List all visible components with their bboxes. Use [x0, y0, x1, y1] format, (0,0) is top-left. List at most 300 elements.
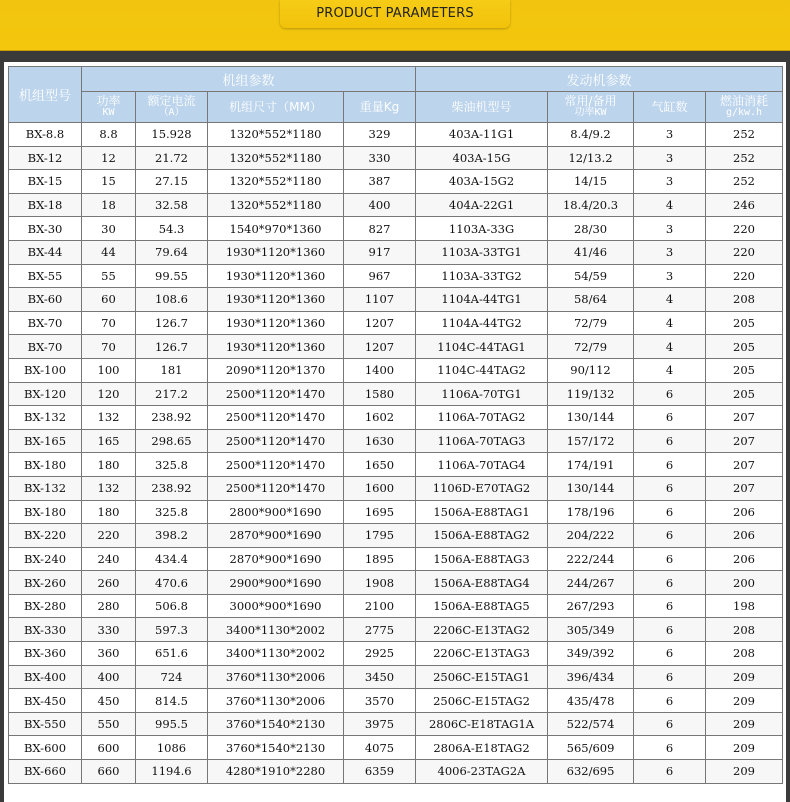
header-prime-standby	[548, 92, 634, 123]
table-cell: 522/574	[548, 712, 634, 736]
table-cell: 2506C-E15TAG2	[416, 689, 548, 713]
table-cell: 54.3	[136, 217, 208, 241]
table-cell: 3	[634, 240, 706, 264]
table-cell: 90/112	[548, 358, 634, 382]
table-cell: 21.72	[136, 146, 208, 170]
table-cell: 55	[82, 264, 136, 288]
table-cell: BX-60	[9, 288, 82, 312]
table-cell: BX-400	[9, 665, 82, 689]
table-cell: 70	[82, 335, 136, 359]
table-cell: 209	[706, 760, 783, 784]
table-cell: 2500*1120*1470	[208, 429, 344, 453]
table-cell: BX-240	[9, 547, 82, 571]
table-cell: 450	[82, 689, 136, 713]
table-cell: 995.5	[136, 712, 208, 736]
table-cell: 3760*1540*2130	[208, 712, 344, 736]
table-cell: 28/30	[548, 217, 634, 241]
table-cell: 207	[706, 429, 783, 453]
table-cell: BX-260	[9, 571, 82, 595]
table-cell: 967	[344, 264, 416, 288]
table-cell: 330	[344, 146, 416, 170]
table-cell: 2206C-E13TAG2	[416, 618, 548, 642]
table-cell: 1106A-70TAG4	[416, 453, 548, 477]
table-cell: 3400*1130*2002	[208, 642, 344, 666]
table-cell: 2100	[344, 594, 416, 618]
table-cell: 3975	[344, 712, 416, 736]
table-cell: 403A-15G	[416, 146, 548, 170]
table-row	[9, 712, 783, 736]
table-cell: 4	[634, 335, 706, 359]
table-cell: 206	[706, 500, 783, 524]
header-prime-standby-unit: 功率KW	[574, 107, 607, 118]
table-cell: 1506A-E88TAG3	[416, 547, 548, 571]
table-row	[9, 170, 783, 194]
header-engine-model	[416, 92, 548, 123]
table-cell: 1104C-44TAG2	[416, 358, 548, 382]
table-cell: 1320*552*1180	[208, 170, 344, 194]
header-model: 机组型号	[9, 67, 82, 123]
table-cell: BX-360	[9, 642, 82, 666]
table-cell: BX-18	[9, 193, 82, 217]
table-cell: 1930*1120*1360	[208, 264, 344, 288]
table-cell: 220	[706, 217, 783, 241]
header-cylinders-label: 气缸数	[651, 100, 688, 114]
table-cell: 220	[706, 264, 783, 288]
table-cell: 12	[82, 146, 136, 170]
table-cell: 6	[634, 571, 706, 595]
table-cell: 208	[706, 642, 783, 666]
table-cell: 220	[82, 524, 136, 548]
table-cell: 99.55	[136, 264, 208, 288]
table-cell: 200	[706, 571, 783, 595]
table-cell: 1106D-E70TAG2	[416, 476, 548, 500]
table-cell: 2806A-E18TAG2	[416, 736, 548, 760]
table-cell: 204/222	[548, 524, 634, 548]
table-cell: 72/79	[548, 311, 634, 335]
table-cell: 244/267	[548, 571, 634, 595]
table-cell: 1106A-70TAG3	[416, 429, 548, 453]
table-cell: 157/172	[548, 429, 634, 453]
table-cell: 6	[634, 406, 706, 430]
header-group-engine: 发动机参数	[416, 67, 783, 92]
table-cell: 206	[706, 547, 783, 571]
table-cell: 660	[82, 760, 136, 784]
header-weight-label: 重量Kg	[359, 100, 400, 114]
table-cell: 651.6	[136, 642, 208, 666]
table-cell: 1086	[136, 736, 208, 760]
table-cell: 2900*900*1690	[208, 571, 344, 595]
table-cell: 108.6	[136, 288, 208, 312]
table-cell: 403A-15G2	[416, 170, 548, 194]
header-weight	[344, 92, 416, 123]
table-cell: 1104C-44TAG1	[416, 335, 548, 359]
table-row	[9, 240, 783, 264]
table-cell: 1194.6	[136, 760, 208, 784]
table-cell: 4075	[344, 736, 416, 760]
table-cell: 600	[82, 736, 136, 760]
header-prime-standby-label: 常用/备用	[564, 94, 617, 108]
table-cell: 4	[634, 193, 706, 217]
table-cell: 827	[344, 217, 416, 241]
table-cell: 130/144	[548, 406, 634, 430]
table-cell: BX-280	[9, 594, 82, 618]
table-cell: 100	[82, 358, 136, 382]
table-cell: BX-600	[9, 736, 82, 760]
table-cell: 1103A-33TG2	[416, 264, 548, 288]
header-group-genset: 机组参数	[82, 67, 416, 92]
table-cell: 1103A-33G	[416, 217, 548, 241]
table-cell: 349/392	[548, 642, 634, 666]
table-cell: 180	[82, 453, 136, 477]
table-cell: 1695	[344, 500, 416, 524]
table-cell: 2925	[344, 642, 416, 666]
table-cell: 400	[82, 665, 136, 689]
table-cell: 360	[82, 642, 136, 666]
table-row	[9, 665, 783, 689]
table-cell: BX-70	[9, 335, 82, 359]
table-cell: 178/196	[548, 500, 634, 524]
table-cell: 198	[706, 594, 783, 618]
table-cell: 30	[82, 217, 136, 241]
table-cell: 2090*1120*1370	[208, 358, 344, 382]
table-cell: 132	[82, 476, 136, 500]
table-cell: 1602	[344, 406, 416, 430]
table-cell: 1600	[344, 476, 416, 500]
table-cell: 565/609	[548, 736, 634, 760]
table-cell: 403A-11G1	[416, 123, 548, 147]
table-cell: 724	[136, 665, 208, 689]
table-cell: 305/349	[548, 618, 634, 642]
table-cell: 6	[634, 547, 706, 571]
table-row	[9, 689, 783, 713]
table-row	[9, 429, 783, 453]
table-cell: 400	[344, 193, 416, 217]
table-row	[9, 217, 783, 241]
page-title: PRODUCT PARAMETERS	[316, 6, 474, 21]
table-cell: 3000*900*1690	[208, 594, 344, 618]
table-cell: 15	[82, 170, 136, 194]
table-row	[9, 335, 783, 359]
table-cell: 3	[634, 146, 706, 170]
header-fuel-consumption	[706, 92, 783, 123]
table-row	[9, 571, 783, 595]
table-cell: 209	[706, 712, 783, 736]
table-cell: 1540*970*1360	[208, 217, 344, 241]
table-cell: 238.92	[136, 406, 208, 430]
parameters-table	[8, 66, 783, 784]
table-cell: 209	[706, 689, 783, 713]
table-cell: BX-450	[9, 689, 82, 713]
table-cell: 1104A-44TG1	[416, 288, 548, 312]
table-cell: 181	[136, 358, 208, 382]
table-cell: 1650	[344, 453, 416, 477]
table-cell: 207	[706, 406, 783, 430]
table-cell: 54/59	[548, 264, 634, 288]
table-cell: BX-660	[9, 760, 82, 784]
table-cell: 8.8	[82, 123, 136, 147]
table-cell: 130/144	[548, 476, 634, 500]
table-cell: 329	[344, 123, 416, 147]
table-cell: 1320*552*1180	[208, 146, 344, 170]
table-cell: 1908	[344, 571, 416, 595]
table-cell: 6	[634, 429, 706, 453]
table-cell: BX-70	[9, 311, 82, 335]
table-cell: 3	[634, 217, 706, 241]
table-cell: 917	[344, 240, 416, 264]
table-cell: 2506C-E15TAG1	[416, 665, 548, 689]
table-row	[9, 476, 783, 500]
table-cell: 2206C-E13TAG3	[416, 642, 548, 666]
table-row	[9, 264, 783, 288]
header-dimensions-label: 机组尺寸（MM）	[229, 100, 322, 114]
table-cell: 3400*1130*2002	[208, 618, 344, 642]
table-cell: BX-12	[9, 146, 82, 170]
table-cell: 6	[634, 476, 706, 500]
table-cell: 44	[82, 240, 136, 264]
table-cell: 6	[634, 618, 706, 642]
table-cell: 435/478	[548, 689, 634, 713]
table-cell: 1106A-70TG1	[416, 382, 548, 406]
table-cell: 3570	[344, 689, 416, 713]
table-cell: 1930*1120*1360	[208, 335, 344, 359]
table-cell: 267/293	[548, 594, 634, 618]
table-cell: 6	[634, 594, 706, 618]
table-cell: 814.5	[136, 689, 208, 713]
table-cell: 220	[706, 240, 783, 264]
table-cell: 132	[82, 406, 136, 430]
table-row	[9, 358, 783, 382]
table-cell: 298.65	[136, 429, 208, 453]
table-cell: BX-120	[9, 382, 82, 406]
table-cell: BX-165	[9, 429, 82, 453]
table-cell: 597.3	[136, 618, 208, 642]
header-cylinders	[634, 92, 706, 123]
table-cell: BX-330	[9, 618, 82, 642]
table-cell: BX-550	[9, 712, 82, 736]
table-cell: 252	[706, 146, 783, 170]
table-cell: 240	[82, 547, 136, 571]
table-cell: 252	[706, 123, 783, 147]
table-cell: 1630	[344, 429, 416, 453]
header-engine-model-label: 柴油机型号	[451, 100, 512, 114]
table-cell: 6	[634, 665, 706, 689]
table-cell: BX-100	[9, 358, 82, 382]
table-cell: 260	[82, 571, 136, 595]
table-row	[9, 618, 783, 642]
table-cell: 208	[706, 618, 783, 642]
table-row	[9, 594, 783, 618]
table-cell: 58/64	[548, 288, 634, 312]
table-cell: 632/695	[548, 760, 634, 784]
table-cell: 325.8	[136, 453, 208, 477]
table-cell: BX-220	[9, 524, 82, 548]
table-cell: 1580	[344, 382, 416, 406]
table-cell: 470.6	[136, 571, 208, 595]
table-cell: 1320*552*1180	[208, 193, 344, 217]
table-cell: 1320*552*1180	[208, 123, 344, 147]
table-cell: 206	[706, 524, 783, 548]
table-cell: 15.928	[136, 123, 208, 147]
table-cell: 205	[706, 311, 783, 335]
table-row	[9, 123, 783, 147]
table-cell: 6	[634, 382, 706, 406]
table-cell: 1506A-E88TAG5	[416, 594, 548, 618]
table-cell: 1207	[344, 335, 416, 359]
table-cell: BX-8.8	[9, 123, 82, 147]
table-cell: BX-44	[9, 240, 82, 264]
table-cell: 3	[634, 123, 706, 147]
table-cell: 6	[634, 500, 706, 524]
table-cell: 208	[706, 288, 783, 312]
table-row	[9, 406, 783, 430]
table-cell: 4	[634, 311, 706, 335]
table-cell: 165	[82, 429, 136, 453]
table-cell: 550	[82, 712, 136, 736]
table-cell: 41/46	[548, 240, 634, 264]
table-row	[9, 524, 783, 548]
table-cell: 434.4	[136, 547, 208, 571]
table-cell: 2500*1120*1470	[208, 453, 344, 477]
table-cell: 1106A-70TAG2	[416, 406, 548, 430]
table-cell: 174/191	[548, 453, 634, 477]
table-cell: 18.4/20.3	[548, 193, 634, 217]
table-cell: 79.64	[136, 240, 208, 264]
table-cell: BX-15	[9, 170, 82, 194]
table-row	[9, 453, 783, 477]
table-cell: 1895	[344, 547, 416, 571]
table-cell: 2500*1120*1470	[208, 406, 344, 430]
table-cell: 205	[706, 335, 783, 359]
header-power-label: 功率	[96, 94, 121, 108]
table-cell: 209	[706, 736, 783, 760]
table-row	[9, 642, 783, 666]
table-cell: 207	[706, 453, 783, 477]
table-cell: 120	[82, 382, 136, 406]
table-cell: 1207	[344, 311, 416, 335]
table-cell: 32.58	[136, 193, 208, 217]
header-fuel-consumption-label: 燃油消耗	[720, 94, 769, 108]
table-cell: BX-180	[9, 500, 82, 524]
table-row	[9, 311, 783, 335]
table-cell: 6	[634, 453, 706, 477]
table-cell: 387	[344, 170, 416, 194]
parameters-panel	[4, 62, 786, 802]
table-cell: 1930*1120*1360	[208, 240, 344, 264]
table-cell: 1795	[344, 524, 416, 548]
table-cell: 4280*1910*2280	[208, 760, 344, 784]
table-cell: 1930*1120*1360	[208, 311, 344, 335]
table-cell: 325.8	[136, 500, 208, 524]
table-cell: 506.8	[136, 594, 208, 618]
table-cell: 12/13.2	[548, 146, 634, 170]
table-cell: 60	[82, 288, 136, 312]
table-cell: 180	[82, 500, 136, 524]
table-cell: 2775	[344, 618, 416, 642]
table-cell: 14/15	[548, 170, 634, 194]
table-cell: 330	[82, 618, 136, 642]
table-cell: 2800*900*1690	[208, 500, 344, 524]
table-cell: 3	[634, 170, 706, 194]
table-cell: 4006-23TAG2A	[416, 760, 548, 784]
header-power-unit: KW	[102, 107, 115, 118]
table-cell: 2806C-E18TAG1A	[416, 712, 548, 736]
table-row	[9, 288, 783, 312]
table-cell: 6	[634, 736, 706, 760]
table-row	[9, 736, 783, 760]
header-current-label: 额定电流	[147, 94, 196, 108]
table-cell: 4	[634, 358, 706, 382]
table-row	[9, 146, 783, 170]
table-cell: 1103A-33TG1	[416, 240, 548, 264]
table-cell: 18	[82, 193, 136, 217]
table-cell: 1930*1120*1360	[208, 288, 344, 312]
table-cell: 126.7	[136, 335, 208, 359]
table-cell: 205	[706, 382, 783, 406]
table-cell: 6	[634, 642, 706, 666]
table-cell: 209	[706, 665, 783, 689]
table-row	[9, 760, 783, 784]
table-cell: 3	[634, 264, 706, 288]
table-cell: 280	[82, 594, 136, 618]
table-cell: BX-132	[9, 406, 82, 430]
table-cell: 4	[634, 288, 706, 312]
table-cell: 72/79	[548, 335, 634, 359]
table-cell: 126.7	[136, 311, 208, 335]
table-cell: 27.15	[136, 170, 208, 194]
table-cell: 1506A-E88TAG1	[416, 500, 548, 524]
table-cell: 3760*1540*2130	[208, 736, 344, 760]
header-fuel-consumption-unit: g/kw.h	[725, 107, 763, 118]
header-current	[136, 92, 208, 123]
table-cell: 1400	[344, 358, 416, 382]
table-cell: 205	[706, 358, 783, 382]
table-cell: 3760*1130*2006	[208, 689, 344, 713]
table-cell: 1506A-E88TAG4	[416, 571, 548, 595]
table-cell: 6	[634, 689, 706, 713]
table-cell: 252	[706, 170, 783, 194]
table-row	[9, 547, 783, 571]
table-cell: 6	[634, 524, 706, 548]
table-cell: 2870*900*1690	[208, 547, 344, 571]
table-cell: 398.2	[136, 524, 208, 548]
table-cell: 70	[82, 311, 136, 335]
header-power	[82, 92, 136, 123]
table-cell: 6	[634, 760, 706, 784]
table-cell: 217.2	[136, 382, 208, 406]
table-row	[9, 500, 783, 524]
header-current-unit: （A）	[158, 107, 185, 118]
table-cell: BX-30	[9, 217, 82, 241]
table-cell: 238.92	[136, 476, 208, 500]
table-cell: 222/244	[548, 547, 634, 571]
table-cell: 3450	[344, 665, 416, 689]
table-cell: BX-55	[9, 264, 82, 288]
table-cell: 8.4/9.2	[548, 123, 634, 147]
table-cell: 6359	[344, 760, 416, 784]
table-cell: 246	[706, 193, 783, 217]
table-row	[9, 193, 783, 217]
table-cell: 6	[634, 712, 706, 736]
table-cell: BX-132	[9, 476, 82, 500]
table-cell: 207	[706, 476, 783, 500]
table-cell: 119/132	[548, 382, 634, 406]
table-cell: 3760*1130*2006	[208, 665, 344, 689]
table-cell: BX-180	[9, 453, 82, 477]
table-cell: 1107	[344, 288, 416, 312]
table-cell: 2500*1120*1470	[208, 476, 344, 500]
table-cell: 1104A-44TG2	[416, 311, 548, 335]
header-dimensions	[208, 92, 344, 123]
